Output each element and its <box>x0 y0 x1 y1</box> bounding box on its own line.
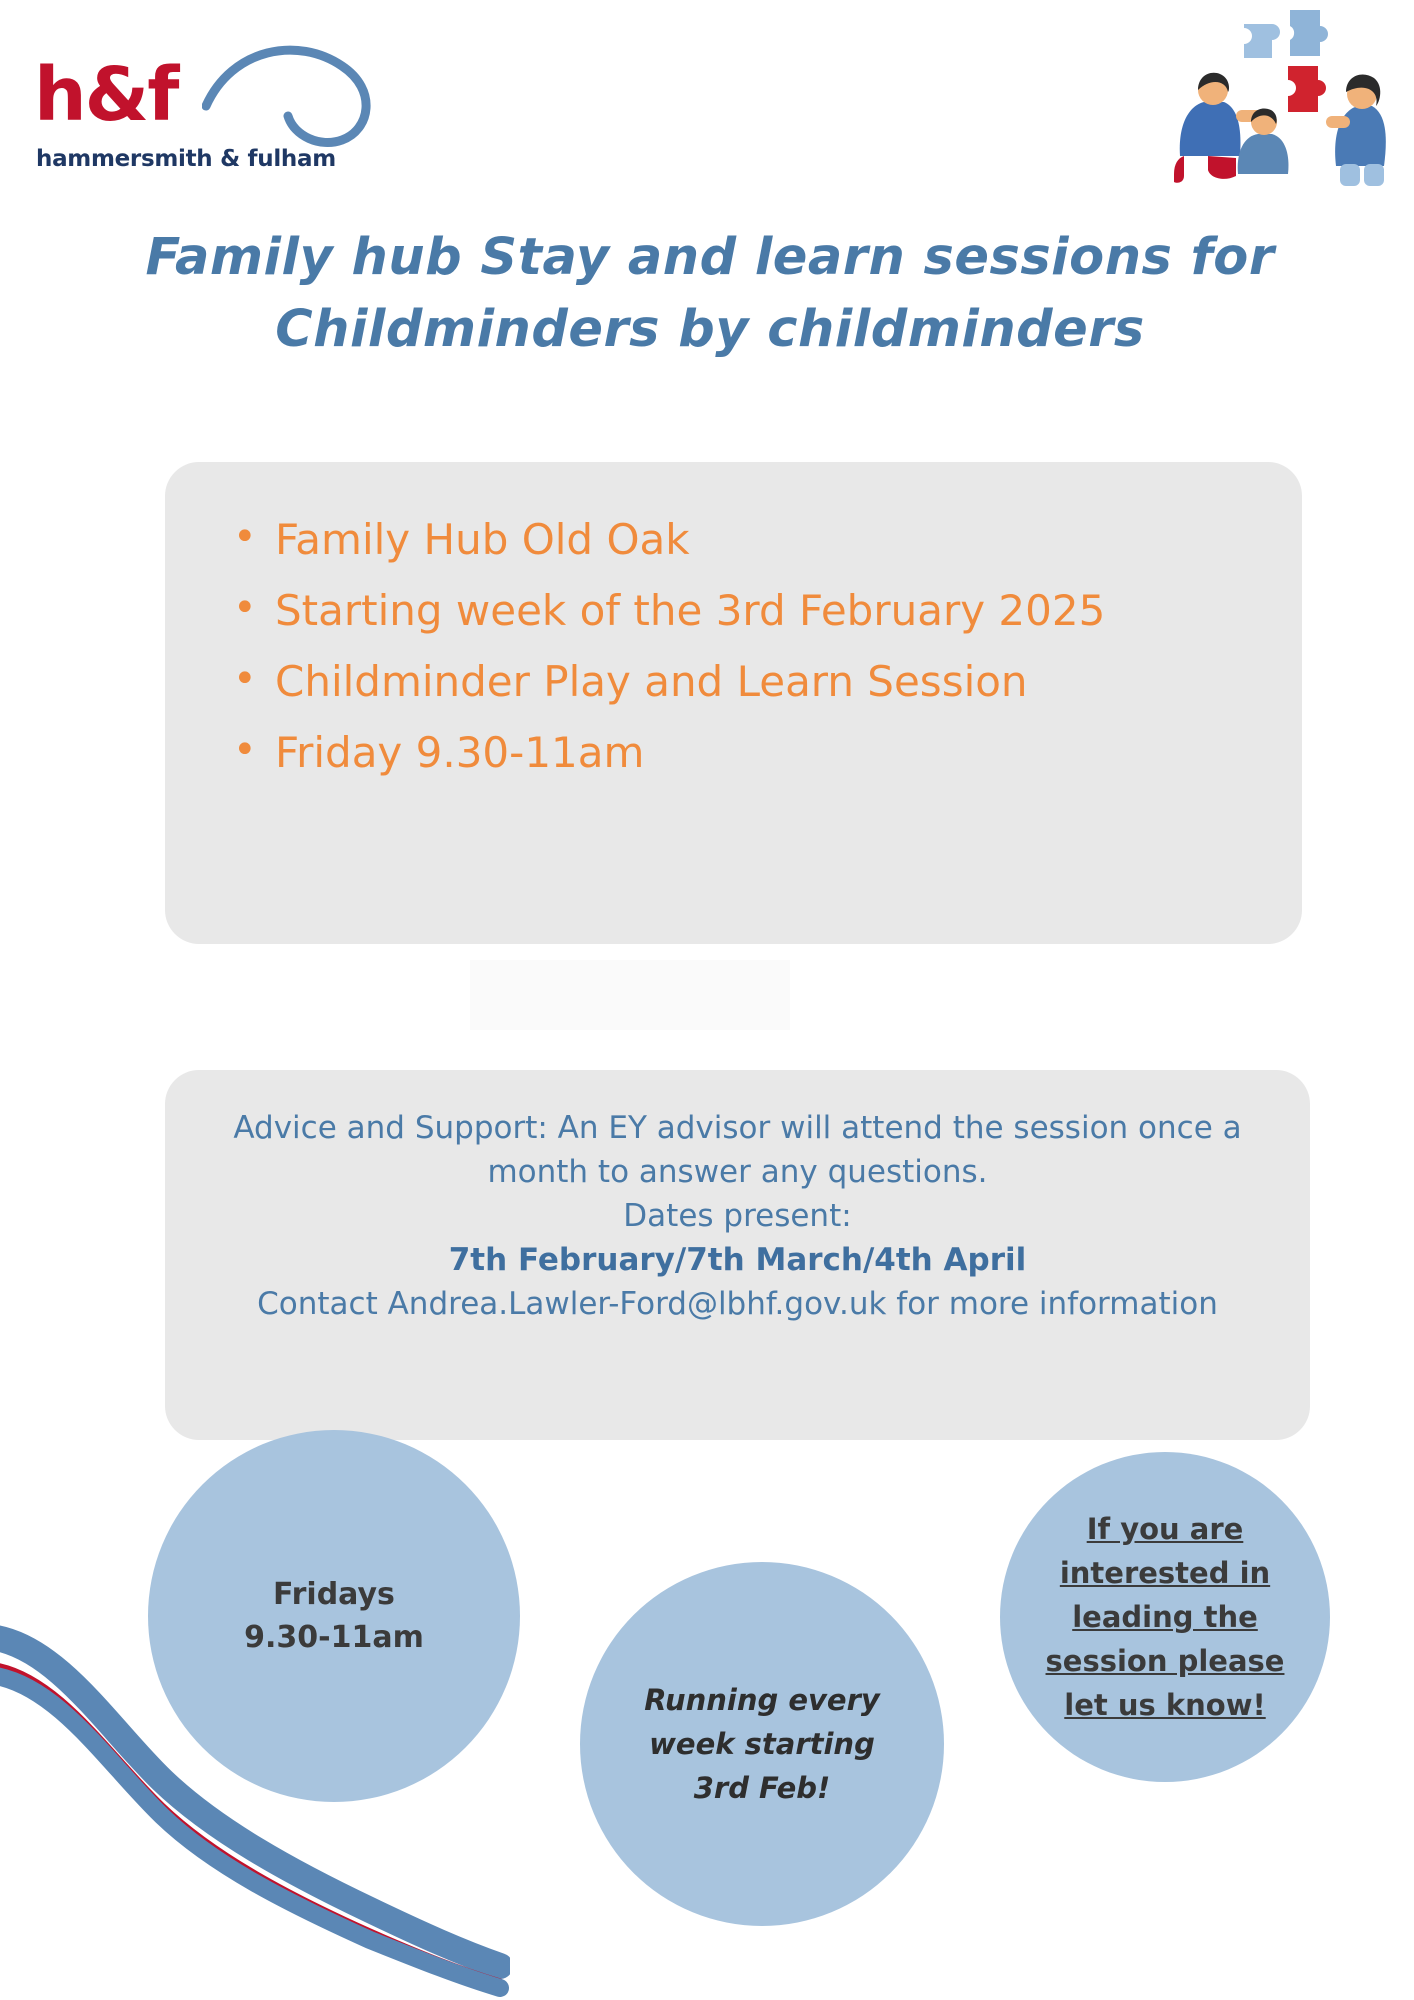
session-details-panel <box>165 462 1302 944</box>
advice-text-block <box>165 1070 1310 1326</box>
list-item: • Friday 9.30-11am <box>275 723 1232 784</box>
advice-line-2: Dates present: <box>623 1198 852 1235</box>
badge-lead-line-5: let us know! <box>1064 1688 1266 1723</box>
logo-subtitle: hammersmith & fulham <box>36 146 336 172</box>
list-item: • Family Hub Old Oak <box>275 510 1232 571</box>
badge-lead-line-3: leading the <box>1072 1599 1258 1634</box>
badge-lead-session <box>1000 1452 1330 1782</box>
swoosh-icon <box>202 40 392 150</box>
badge-weekly-text <box>644 1678 880 1810</box>
badge-lead-line-4: session please <box>1045 1644 1285 1679</box>
page-title: Family hub Stay and learn sessions for Childminders by childminders <box>145 228 1275 360</box>
advice-line-1: Advice and Support: An EY advisor will attend the session once a month to answer any questions. <box>233 1110 1242 1191</box>
badge-lead-session-text <box>1046 1507 1285 1727</box>
badge-lead-line-1: If you are <box>1086 1511 1244 1546</box>
advice-dates: 7th February/7th March/4th April <box>448 1242 1027 1279</box>
people-puzzle-illustration <box>1140 6 1390 211</box>
badge-weekly-line-2: week starting <box>649 1726 875 1761</box>
session-details-list <box>165 462 1302 784</box>
advice-contact: Contact Andrea.Lawler-Ford@lbhf.gov.uk for more information <box>257 1286 1218 1323</box>
badge-times-line-2: 9.30-11am <box>244 1620 424 1655</box>
advice-support-panel <box>165 1070 1310 1440</box>
badge-weekly-line-3: 3rd Feb! <box>693 1771 831 1806</box>
badge-lead-line-2: interested in <box>1059 1555 1271 1590</box>
list-item: • Starting week of the 3rd February 2025 <box>275 581 1232 642</box>
ribbon-decoration <box>0 1580 510 2000</box>
decorative-smudge <box>470 960 790 1030</box>
badge-times-line-1: Fridays <box>273 1576 395 1612</box>
list-item: • Childminder Play and Learn Session <box>275 652 1232 713</box>
badge-weekly <box>580 1562 944 1926</box>
hf-logo <box>34 34 394 172</box>
badge-weekly-line-1: Running every <box>644 1682 880 1717</box>
logo-wordmark: h&f <box>34 52 178 138</box>
